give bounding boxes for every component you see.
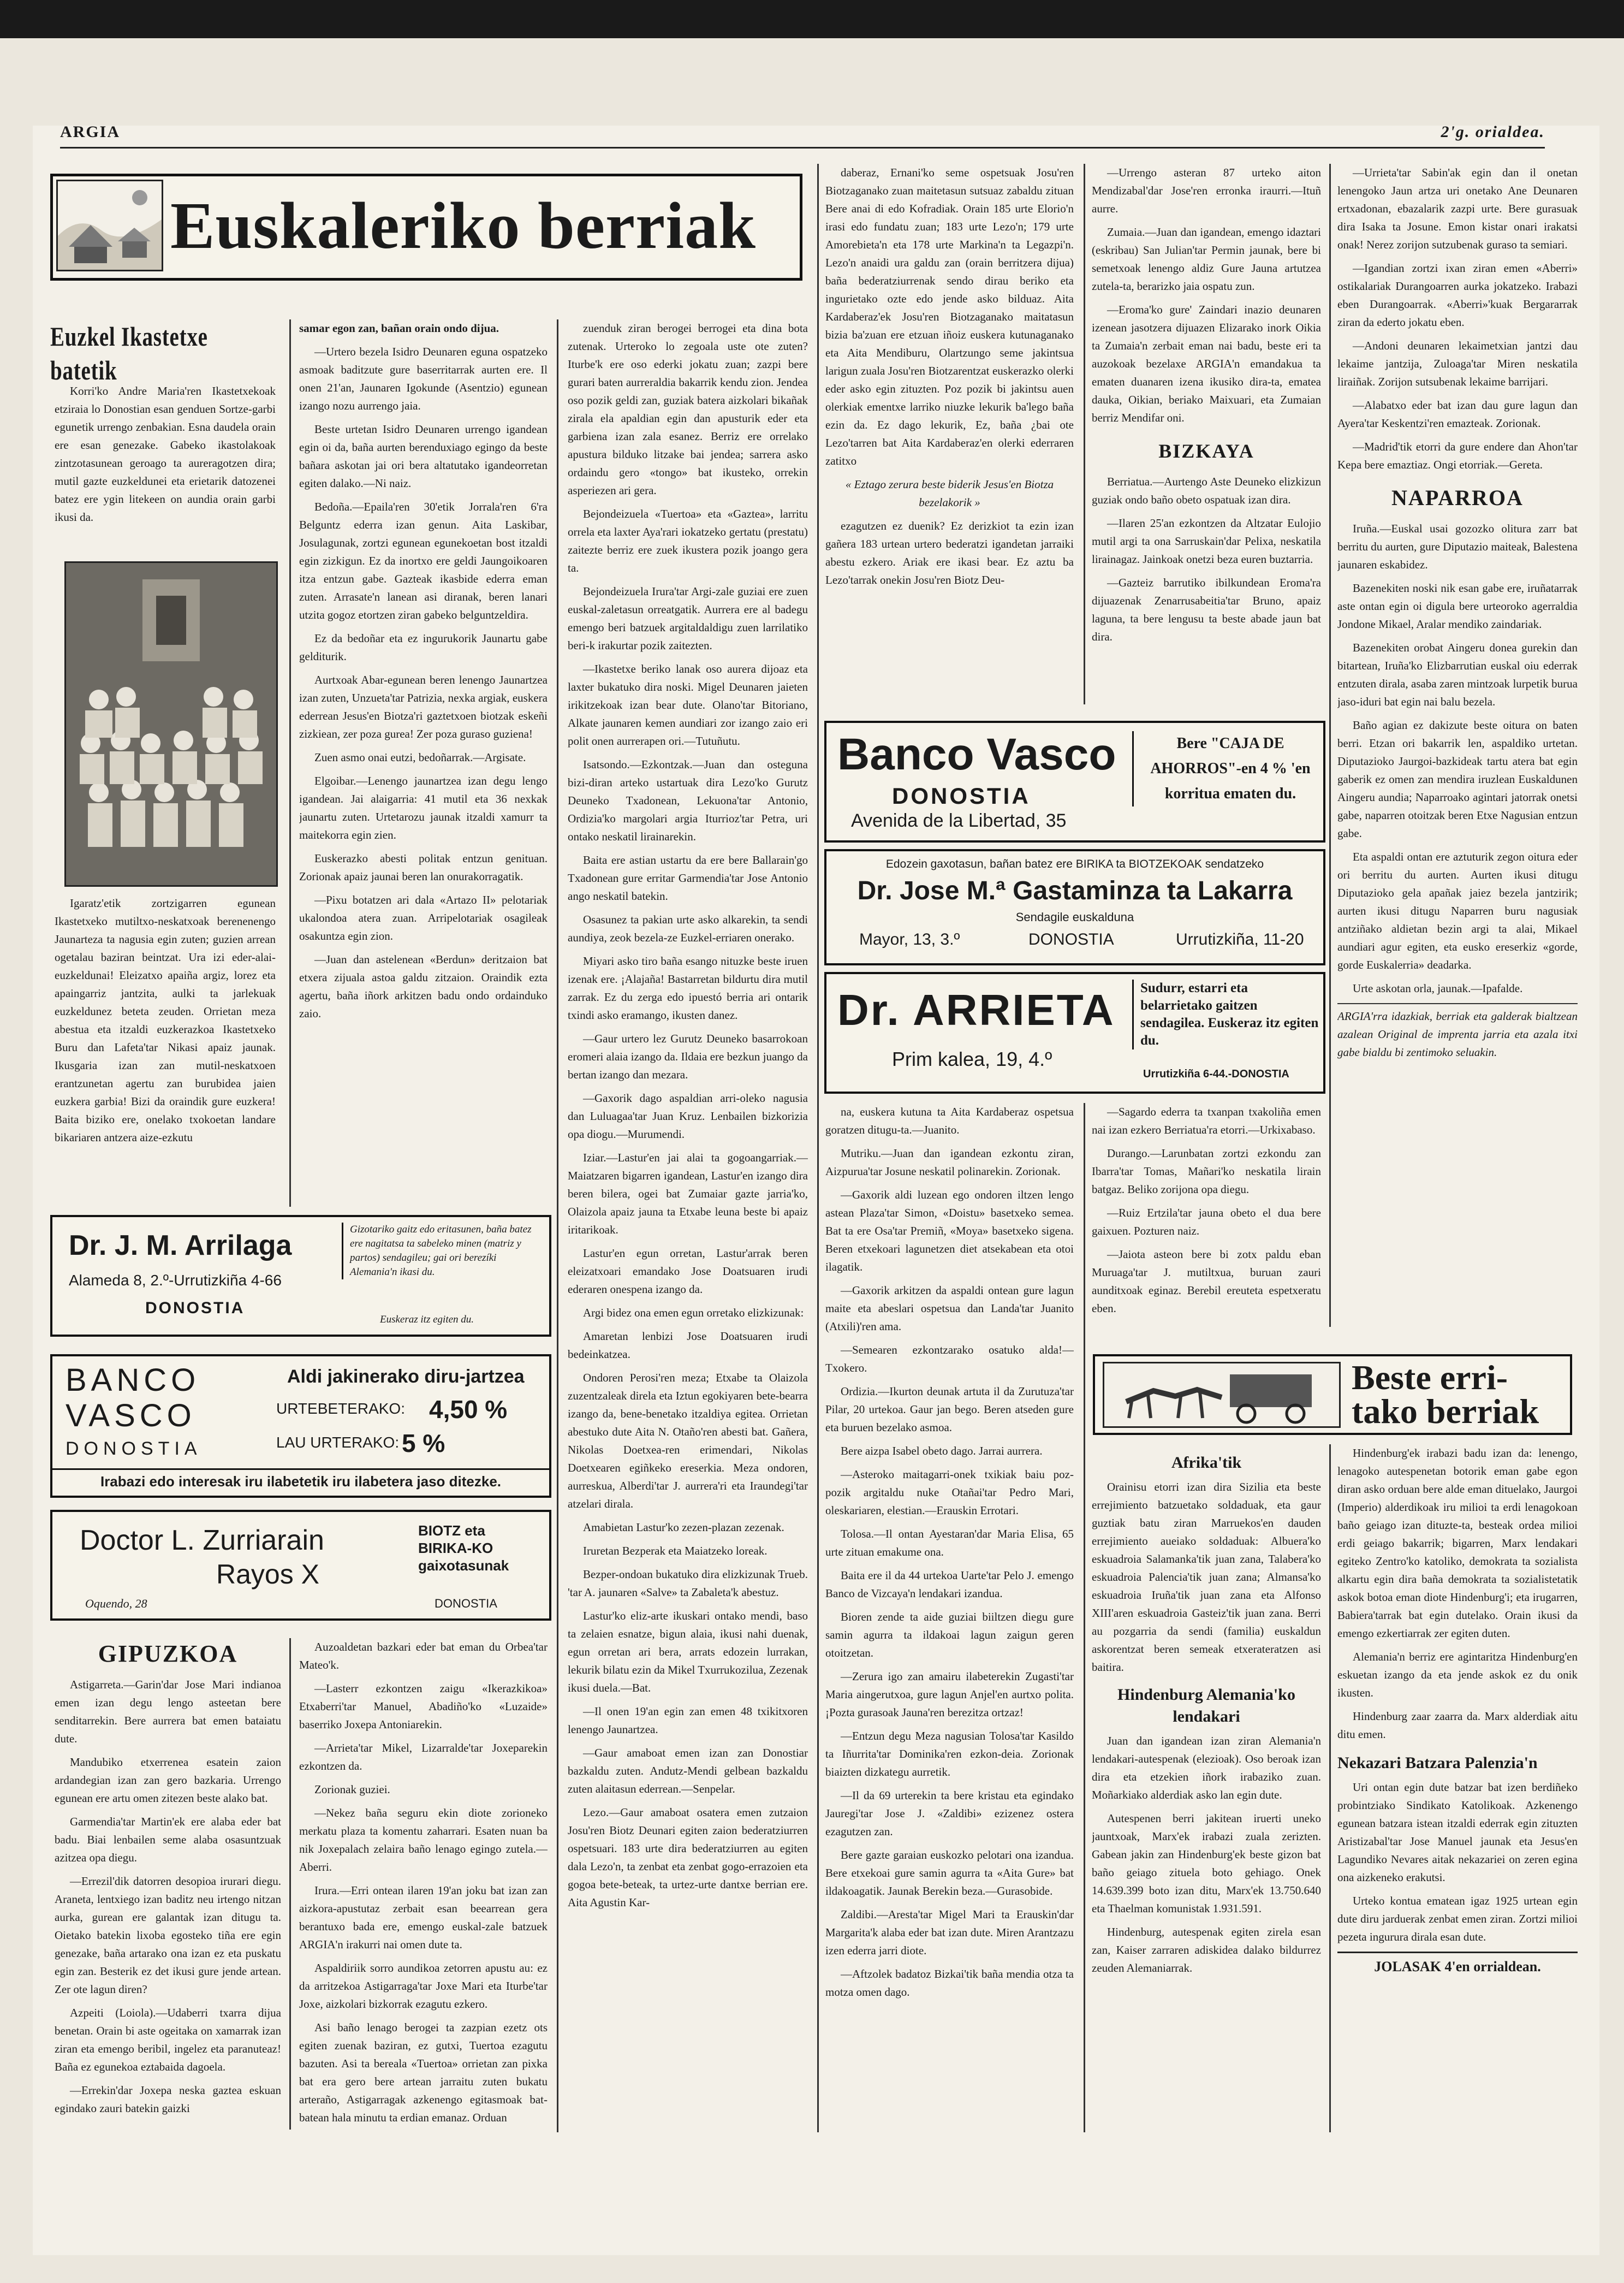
column-5-bottom [1092, 1444, 1321, 2130]
article-paragraph: —Gaxorik aldi luzean ego ondoren iltzen lengo astean Plaza'tar Simon, «Doistu» basetxeko semea. Bat ta ere Osa'tar Premiñ, «Moya» basetxeko sigena. Beren etxekoari lagunetzen diet atsekabean eta otoi ilagatik. [825, 1188, 1074, 1273]
article-paragraph: —Lasterr ezkontzen zaigu «Ikerazkikoa» Etxaberri'tar Manuel, Abadiño'ko «Luzaide» baserriko Joxepa Antoniarekin. [299, 1682, 548, 1731]
article-paragraph: —Gaur amaboat emen izan zan Donostiar bazkaldu zuten. Andutz-Mendi gelbean bazkaldu zuten alaitasun ederrean.—Senpelar. [568, 1746, 808, 1795]
ad-side-text: Bere "CAJA DE AHORROS"-en 4 % 'en korritua ematen du. [1132, 731, 1320, 807]
article-paragraph: Bere gazte garaian euskozko pelotari ona izandua. Bere etxekoai gure samin agurra ta «Aita Gure» bat ildakoagatik. Jaunak Berekin beza.—Gurasobide. [825, 1848, 1074, 1897]
section-banner-foreign [1093, 1354, 1572, 1435]
column-rule [817, 164, 819, 2132]
article-paragraph: Juan dan igandean izan ziran Alemania'n lendakari-autespenak (elezioak). Oso beroak izan dira eta etzekien iñork irabaziko zuan. Moñarkiako alderdiak asko lan egin dute. [1092, 1734, 1321, 1801]
article-paragraph: Ez da bedoñar eta ez ingurukorik Jaunartu gabe gelditurik. [299, 632, 548, 663]
article-paragraph: —Il onen 19'an egin zan emen 48 txikitxoren lenengo Jaunartzea. [568, 1705, 808, 1736]
region-heading-gipuzkoa: GIPUZKOA [98, 1640, 238, 1667]
article-paragraph: Argi bidez ona emen egun orretako elizkizunak: [583, 1306, 804, 1319]
ad-gastaminza [824, 849, 1325, 965]
ad-address: Avenida de la Libertad, 35 [851, 810, 1067, 831]
rate-value: 4,50 % [429, 1395, 508, 1424]
masthead-name: ARGIA [60, 123, 121, 141]
article-paragraph: —Juan dan astelenean «Berdun» deritzaion bat etxera zijuala astoa galdu zitzaion. Oraindik ezta agertu, baña iñork arkitzen badu ondo ordainduko zaio. [299, 953, 548, 1020]
section-title: Beste erri-tako berriak [1352, 1358, 1539, 1431]
article-paragraph: Iruretan Bezperak eta Maiatzeko loreak. [583, 1544, 768, 1557]
column-rule [557, 319, 558, 2132]
article-paragraph: Irura.—Erri ontean ilaren 19'an joku bat izan zan aizkora-apustutaz zerbait esan beearrean gera berantuxo bada ere, emengo euskal-zale batzuek ARGIA'n irakurri nai omen dute ta. [299, 1884, 548, 1951]
article-paragraph: Urteko kontua ematean igaz 1925 urtean egin dute diru jarduerak zenbat emen ziran. Zortzi milioi pezeta ingurura dirala esan dute. [1337, 1894, 1578, 1943]
column-rule [1084, 164, 1085, 704]
ad-title: Dr. J. M. Arrilaga [69, 1230, 292, 1261]
ad-top-line: Edozein gaxotasun, bañan batez ere BIRIKA ta BIOTZEKOAK sendatzeko [885, 858, 1264, 870]
article-paragraph: Bazenekiten orobat Aingeru donea gurekin dan bitartean, Iruña'ko Elizbarrutian euskal oiu ederrak entzuten dirala, asaba zaren mintzoak lurpetik burua jaso-iduri bat egin nai balu bezela. [1337, 641, 1578, 708]
article-paragraph: Igaratz'etik zortzigarren egunean Ikastetxeko mutiltxo-neskatxoak berenenengo Jaunarteza ta nagusia egin zuten; guzien arrean ogetalau baziran beintzat. Ura izi eder-alai-euzkeldunai! Eleizatxo apaiña argiz, lorez eta apaingarriz jantzita, aulki ta jarlekuak euzkeldunez beteta zeuden. Orrietan meza abestua eta itzaldi euzkerazkoa Ikastetxeko Buru dan Lafeta'tar Nikasi apaiz jaunak. Ikusgaria izan zan mutil-neskatxoen erantzunetan agertu zan burubidea jaien euzkera garbia! Bizi da oraindik gure euzkera! Baita biziko ere, onelako txokoetan landare bikariaren antzera aize-ezkutu [55, 897, 276, 1144]
column-1-bottom [55, 1630, 281, 2130]
ad-banco-vasco-2 [50, 1354, 551, 1498]
article-paragraph: Bejondeizuela «Tuertoa» eta «Gaztea», larritu orrela eta laxter Aya'rari iokatzeko gertatu (prestatu) zaitezte berriz ere zuek ikustera pozik joango gera ta. [568, 507, 808, 574]
article-paragraph: zuenduk ziran berogei berrogei eta dina bota zutenak. Urteroko lo zegoala uste ote zuten? Iturbe'k ere oso ederki jokatu zuan; zazpi bere gurari baten aurreraldia bakarrik kendu zion. Jendea oso pozik geldi zan, guziak batera aizkolari bikañak zirala ela apaldian egin dan apusturik eder eta garbiena izan zala esanez. Berriz ere orrelako apustura bilduko litzake bai jendea; sarrera asko ordaindu gero «tongo» bat ikusteko, orrekin asperiezen ari gera. [568, 322, 808, 497]
article-paragraph: Astigarreta.—Garin'dar Jose Mari indianoa emen izan degu lengo asteetan bere senditarrekin. Bere aurrera bat emen bataiatu dute. [55, 1678, 281, 1745]
column-4-mid [825, 1103, 1074, 2130]
article-paragraph: Euskerazko abesti politak entzun genituan. Zorionak apaiz jaunai beren lan onurakorragatik. [299, 852, 548, 883]
article-paragraph: —Urrieta'tar Sabin'ak egin dan il onetan lenengoko Jaun artza uri onetako Ane Deunaren ertxadonan, ebazalarik zazpi urte. Bere gurasuak dira Isaka ta Josune. Emon kistar onari irakatsi onak! Nerez zorijon sutzubenak guraso ta semiari. [1337, 166, 1578, 251]
column-4-top [825, 164, 1074, 710]
article-paragraph: Lastur'ko eliz-arte ikuskari ontako mendi, baso ta zelaien esnatze, bigun alaia, ikusi nahi duenak, egun orretan ari bera, arrats edozein lurrakan, lekurik bilatu ezin da Mikel Txurrukozilua, Zezenak ikusi duela.—Bat. [568, 1609, 808, 1694]
article-paragraph: Durango.—Larunbatan zortzi ezkondu zan Ibarra'tar Tomas, Mañari'ko neskatila lirain batgaz. Beliko zorijona opa diegu. [1092, 1147, 1321, 1196]
article-paragraph: Asi baño lenago berogei ta zazpian ezetz ots egiten zuenak baziran, ez gutxi, Tuertoa ezagutu bazuten. Asi ta bereala «Tuertoa» orrietan zan pixka bat era gero bere artean jarraitu zuten bukatu arteraño, Astigarragak azkenengo egitasmoak bat-batean hala minutu ta erdian emanaz. Orduan [299, 2021, 548, 2124]
ad-side-text: Gizotariko gaitz edo eritasunen, baña batez ere nagitatsa ta sabeleko minen (matriz y partos) sendagileu; gai ori berezíki Alemania'n ikasi du. [342, 1223, 544, 1279]
quoted-verse: « Eztago zerura beste biderik Jesus'en Biotza bezelakorik » [845, 478, 1054, 509]
ad-side-text: BIOTZ eta BIRIKA-KO gaixotasunak [418, 1522, 509, 1574]
region-heading-naparroa: NAPARROA [1391, 485, 1524, 510]
article-paragraph: Osasunez ta pakian urte asko alkarekin, ta sendi aundiya, zeok bezela-ze Euzkel-erriaren onerako. [568, 913, 808, 944]
article-paragraph: samar egon zan, bañan orain ondo dijua. [299, 322, 499, 335]
article-paragraph: —Nekez baña seguru ekin diote zorioneko merkatu plaza ta komentu zaharrari. Esaten nuan ba nik Joxepalach zelaira baño lenago egingo zutela.—Aberri. [299, 1806, 548, 1873]
article-paragraph: Ordizia.—Ikurton deunak artuta il da Zurutuza'tar Pilar, 20 urtekoa. Gaur jan bego. Beren atseden gure eta buruen bezelako asmoa. [825, 1385, 1074, 1434]
article-paragraph: Orainisu etorri izan dira Sizilia eta beste errejimiento batzuetako soldaduak, eta gaur guztiak batu ziran Marruekos'en dauden errejimiento aueiako soldaduak: Albuera'ko eskuadroia Salamanka'tik juan zana, Talabera'ko eskuadroia Palencia'tik juan zana; Almansa'ko eskuadroia Iruña'tik juan zana eta Alfonso XIII'aren eskuadroia Gasteiz'tik juan zana. Berri au pozgarria da sendi (familia) euskaldun askorentzat beren semeak etxerateratzen asi baitira. [1092, 1480, 1321, 1674]
page-number: 2'g. orialdea. [1441, 123, 1545, 141]
article-paragraph: Aspaldiriik sorro aundikoa zetorren apustu au: ez da arritzekoa Astigarraga'tar Joxe Mari eta Iturbe'tar Joxe, aizkolari bizkorrak ezagutu ezkero. [299, 1961, 548, 2011]
article-paragraph: Bioren zende ta aide guziai biiltzen diegu gure samin agurra ta ildakoai lagun zaigun geren otoitzetan. [825, 1610, 1074, 1659]
article-paragraph: —Gaxorik dago aspaldian arri-oleko nagusia dan Luluagaa'tar Juan Kruz. Lenbailen bizkorizia opa diogu.—Murumendi. [568, 1092, 808, 1141]
stagecoach-illustration [1103, 1362, 1341, 1428]
article-paragraph: Aurtxoak Abar-egunean beren lenengo Jaunartzea izan zuten, Unzueta'tar Patrizia, nexka argiak, euskera ederrean Jesus'en Biotza'ri gaztetxoen biotzak eskeñi zizkiean, zer poza gurea! Zer poza guraso guziena! [299, 673, 548, 740]
article-paragraph: Ondoren Perosi'ren meza; Etxabe ta Olaizola zuzentzaleak direla eta Iztun egokiyaren bete-bearra izango da, bene-benetako itzaldiya egitea. Orrietan abestuko dute Aita N. Otaño'ren abesti bat. Gañera, Nikolas Doetxea-ren erimendari, Nikolas Doetxearen egiñkeko ereserkia. Meza ondoren, aurreskua, Alberdi'tar J. aurrera'ri eta Iraundegi'tar atzelari dirala. [568, 1371, 808, 1510]
ad-title: BANCO [66, 1362, 200, 1398]
ad-phone: Urrutizkiña, 11-20 [1176, 930, 1304, 948]
rate-label: LAU URTERAKO: [276, 1434, 400, 1451]
article-paragraph: Lezo.—Gaur amaboat osatera emen zutzaion Josu'ren Biotz Deunari egiten zaion bederatziurren ospetsuari. 183 urte dira bederatziurren au egiten dala Lezo'n, ta zenbat eta zenbat gogo-errazoien eta gogoa bete-beteak, ta urtez-urte dantxe berrian ere. Aita Agustin Kar- [568, 1806, 808, 1909]
article-heading: Nekazari Batzara Palenzia'n [1337, 1754, 1538, 1772]
article-paragraph: —Ikastetxe beriko lanak oso aurera dijoaz eta laxter bukatuko dira noski. Migel Deunaren jaieten irikitzekoak izan bear dute. Olano'tar Bitoriano, Alkate jaunaren kemen aundiari zor izango zaio eri polit onen aurrerapen ori.—Tutuñutu. [568, 662, 808, 748]
section-title: Euskaleriko berriak [170, 189, 757, 263]
article-paragraph: Alemania'n berriz ere agintaritza Hindenburg'en eskuetan izango da eta jende askok ez du onik ikusten. [1337, 1650, 1578, 1699]
article-paragraph: —Errekin'dar Joxepa neska gaztea eskuan egindako zauri batekin gaizki [55, 2084, 281, 2115]
article-paragraph: Azpeiti (Loiola).—Udaberri txarra dijua benetan. Orain bi aste ogeitaka on xamarrak izan ziran eta emengo beribil, ingelez eta paranuteaz! Baña ez egunekoa eztabaida dagoela. [55, 2006, 281, 2073]
article-paragraph: —Gaur urtero lez Gurutz Deuneko basarrokoan eromeri alaia izango da. Ildaia ere bezkun juango da bertan izango dan mezara. [568, 1032, 808, 1081]
article-paragraph: —Alabatxo eder bat izan dau gure lagun dan Ayera'tar Keskentzi'ren emazteak. Zorionak. [1337, 399, 1578, 430]
article-heading: Afrika'tik [1171, 1454, 1242, 1472]
article-headline: Euzkel Ikastetxe batetik [50, 321, 208, 386]
running-head [60, 123, 1545, 149]
article-paragraph: Baita ere il da 44 urtekoa Uarte'tar Pelo J. emengo Banco de Vizcaya'n lendakari izandua. [825, 1569, 1074, 1600]
article-paragraph: —Asteroko maitagarri-onek txikiak baiu poz-pozik argitaldu nuke Otañai'tar Pedro Mari, oleskariaren, elestian.—Erauskin Errotari. [825, 1468, 1074, 1517]
article-paragraph: —Ruiz Ertzila'tar jauna obeto el dua bere gaixuen. Pozturen naiz. [1092, 1206, 1321, 1237]
ad-subtitle: Aldi jakinerako diru-jartzea [287, 1366, 525, 1387]
article-paragraph: Iruña.—Euskal usai gozozko olitura zarr bat berritu du aurten, gure Diputazio maiteak, Balestena jaunaren eskabidez. [1337, 522, 1578, 571]
article-paragraph: Baita ere astian ustartu da ere bere Ballarain'go Txadonean gure erritar Garmendia'tar Jose Antonio ango neskatil batekin. [568, 853, 808, 903]
ad-city: DONOSTIA [435, 1597, 497, 1610]
column-rule [1329, 164, 1331, 1327]
column-rule [289, 1638, 291, 2130]
ad-address: Alameda 8, 2.º-Urrutizkiña 4-66 [69, 1272, 282, 1289]
article-paragraph: —Jaiota asteon bere bi zotx paldu eban Muruaga'tar J. mutiltxua, buruan zauri aunditxoak eginaz. Berebil ereuteta espetxeratu eben. [1092, 1248, 1321, 1315]
column-5-top [1092, 164, 1321, 710]
ad-city: DONOSTIA [145, 1299, 245, 1317]
ad-subtitle: Sendagile euskalduna [1015, 910, 1134, 924]
article-paragraph: Isatsondo.—Ezkontzak.—Juan dan osteguna bizi-diran arteko ustartuak dira Lezo'ko Gurutz Deuneko Txadonean, Lekuona'tar Antonio, Ordizia'ko margolari argia Iturrioz'tar Petra, uri ontako neskatil lirainarekin. [568, 758, 808, 843]
article-paragraph: Autespenen berri jakitean iruerti uneko jauntxoak, Marx'ek irabazi zuala zerizten. Gabean jakin zan Hindenburg'ek beste gizon bat baño geiago zituela boto gehiago. Onek 14.639.399 boto izan ditu, Marx'ek 13.750.640 eta Thaelman komunistak 1.931.591. [1092, 1812, 1321, 1915]
column-6-bottom [1337, 1444, 1578, 2130]
article-paragraph: —Eroma'ko gure' Zaindari inazio deunaren izenean jasotzera dijuazen Elizarako inork Oikia ta Zumaia'n zerbait eman nai badu, beste eri ta auzokoak bezelaxe ARGIA'n emandakua ta ematen duanaren izena ikusiko dira-ta, ematea dauka, Oikian, beriako Maixuari, eta Zumaian berriz Mendifar oni. [1092, 303, 1321, 424]
column-1-photo-article [55, 894, 276, 1203]
article-paragraph: Amaretan lenbizi Jose Doatsuaren irudi bedeinkatzea. [568, 1330, 808, 1361]
column-2 [299, 319, 548, 1204]
region-heading-bizkaya: BIZKAYA [1158, 440, 1254, 462]
ad-title: Doctor L. Zurriarain [80, 1525, 324, 1556]
article-paragraph: Urte askotan orla, jaunak.—Ipafalde. [1353, 982, 1523, 995]
article-paragraph: —Arrieta'tar Mikel, Lizarralde'tar Joxeparekin ezkontzen da. [299, 1741, 548, 1772]
article-paragraph: Tolosa.—Il ontan Ayestaran'dar Maria Elisa, 65 urte zituan emakume ona. [825, 1527, 1074, 1558]
village-illustration [56, 180, 163, 271]
column-3 [568, 319, 808, 2132]
article-paragraph: —Zerura igo zan amairu ilabeterekin Zugasti'tar Maria aingerutxoa, gure lagun Anjel'en aurtxo polita. ¡Pozta gurasoak Jauna'ren berezitza ortzaz! [825, 1670, 1074, 1719]
article-paragraph: Bejondeizuela Irura'tar Argi-zale guziai ere zuen euskal-zaletasun orreatgatik. Aurrera ere al badegu emengo beri batzuek argitaldaldigu zuen larrilatiko beri-k irakurtar pozik zaitezten. [568, 585, 808, 652]
article-paragraph: Bedoña.—Epaila'ren 30'etik Jorrala'ren 6'ra Belguntz ederra izan genun. Aita Laskibar, Josulagunak, zortzi egunean egunekoetan bost itzaldi egin zizkigun. Ez da inortxo ere geldi Jaungoikoaren itza entzun gabe. Gazteak ikasbide ederra eman zuten. Arrasate'n lanean asi diranak, beren lanari utzita gogoz etortzen ziran gabeko belguntzeldira. [299, 500, 548, 621]
article-paragraph: Bere aizpa Isabel obeto dago. Jarrai aurrera. [841, 1444, 1043, 1457]
article-paragraph: —Pixu botatzen ari dala «Artazo II» pelotariak ukalondoa atera zuan. Arripelotariak osagileak osakuntza egin zion. [299, 893, 548, 942]
editorial-note: ARGIA'rra idazkiak, berriak eta galderak bialtzean azalean Original de imprenta jarria eta azala itxi gabe bialdu bi zentimoko seluakin. [1337, 1003, 1578, 1062]
article-paragraph: —Entzun degu Meza nagusian Tolosa'tar Kasildo ta Iñurrita'tar Dominika'ren ezkon-deia. Zorionak biaizten dizkategu aurretik. [825, 1729, 1074, 1778]
ad-zurriarain [50, 1510, 551, 1621]
article-paragraph: Zuen asmo onai eutzi, bedoñarrak.—Argisate. [314, 751, 526, 764]
ad-phone: Urrutizkiña 6-44.-DONOSTIA [1143, 1068, 1289, 1080]
article-paragraph: —Aftzolek badatoz Bizkai'tik baña mendia otza ta motza omen dago. [825, 1967, 1074, 1999]
column-2-bottom [299, 1638, 548, 2130]
article-paragraph: Auzoaldetan bazkari eder bat eman du Orbea'tar Mateo'k. [299, 1640, 548, 1671]
column-rule [1329, 1444, 1331, 2132]
article-paragraph: Uri ontan egin dute batzar bat izen berdiñeko probintziako Sindikato Katolikoak. Azkenengo egunean batzara istean itzaldi ederrak egin zituzten Aristizabal'tar Jose Manuel jaunak eta Jesus'en Lagundiko Nevares aitak nekazariei on zeren egina ona aizkeneko erakutsi. [1337, 1781, 1578, 1884]
article-paragraph: —Urrengo asteran 87 urteko aiton Mendizabal'dar Jose'ren erronka iraurri.—Ituñ aurre. [1092, 166, 1321, 215]
ad-address: Oquendo, 28 [85, 1597, 147, 1610]
ad-arrilaga [50, 1215, 551, 1337]
article-paragraph: Zorionak guziei. [314, 1783, 390, 1796]
ad-city: DONOSTIA [66, 1438, 202, 1459]
ad-address: Mayor, 13, 3.º [859, 930, 960, 948]
column-1-intro [55, 382, 276, 552]
column-rule [289, 319, 291, 1207]
article-paragraph: —Gazteiz barrutiko ibilkundean Eroma'ra dijuazenak Zenarrusabeitia'tar Bruno, apaiz laguna, ta bere lengusu ta beste abade jaun bat dira. [1092, 576, 1321, 643]
rate-value: 5 % [402, 1429, 445, 1457]
article-paragraph: Zumaia.—Juan dan igandean, emengo idaztari (eskribau) San Julian'tar Permin jaunak, bere bi semetxoak lenengo aldiz Gure Jauna artutzea zutela-ta, berarizko jaia ospatu zun. [1092, 226, 1321, 293]
article-paragraph: Iziar.—Lastur'en jai alai ta gogoangarriak.—Maiatzaren bigarren igandean, Lastur'en izango dira beren bilera, ogei bat Zumaiar gazte jarria'ko, Olaizola apaiz jauna ta Etxabe leuna beste bi apaiz iritarikoak. [568, 1151, 808, 1236]
ad-title: Dr. Jose M.ª Gastaminza ta Lakarra [857, 876, 1293, 905]
article-paragraph: Berriatua.—Aurtengo Aste Deuneko elizkizun guziak ondo baño obeto ospatuak izan dira. [1092, 475, 1321, 506]
article-paragraph: Hindenburg zaar zaarra da. Marx alderdiak aitu ditu emen. [1337, 1710, 1578, 1741]
ad-title: Dr. ARRIETA [837, 986, 1115, 1034]
article-paragraph: —Igandian zortzi ixan ziran emen «Aberri» ostikalariak Durangoarren aurka jokatzeko. Irabazi eben Durangoarrak. «Aberri»'kuak Bergararrak ziran da ederto jokatu eben. [1337, 262, 1578, 329]
article-paragraph: Bazenekiten noski nik esan gabe ere, iruñatarrak aste ontan egin oi digula bere urteoroko agerraldia Jondone Mikael, Aralar mendiko zaindariak. [1337, 582, 1578, 631]
ad-banco-vasco-1 [824, 721, 1325, 843]
article-paragraph: Eta aspaldi ontan ere aztuturik zegon oitura eder ori berritu du aurten. Aurten ikusi ditugu Diputazioko gela apañak jaiez bezela jantzirik; aurten ikusi ditugu Naparren buru nagusiak antziñako aldietan bezin argi ta alai, Mikael aundiari agur egiten, eta eusko ereserkiz «gorde, gorde Euskalerria» deadarka. [1337, 850, 1578, 971]
column-rule [1084, 1103, 1085, 2132]
article-paragraph: Lastur'en egun orretan, Lastur'arrak beren eleizatxoari emandako Jose Doatsuaren irudi ederaren onespena izango da. [568, 1247, 808, 1296]
ad-city: DONOSTIA [892, 783, 1031, 809]
column-6-top [1337, 164, 1578, 1332]
section-banner [50, 174, 802, 281]
ad-address: Prim kalea, 19, 4.º [892, 1048, 1052, 1070]
schoolchildren-photo [64, 561, 278, 887]
ad-side-text: Euskeraz itz egiten du. [380, 1314, 474, 1325]
scan-top-edge [0, 0, 1624, 38]
ad-title: VASCO [66, 1398, 196, 1433]
article-paragraph: —Madrid'tik etorri da gure endere dan Ahon'tar Kepa bere emaztiaz. Ongi etorriak.—Gereta. [1337, 440, 1578, 471]
ad-side-text: Sudurr, estarri eta belarrietako gaitzen sendagilea. Euskeraz itz egiten du. [1132, 980, 1320, 1049]
article-paragraph: Elgoibar.—Lenengo jaunartzea izan degu lengo igandean. Jai alaigarria: 41 mutil eta 36 nexkak jaunartu zuten. Urtetarozu jaunak itzaldi xamurr ta maitekorra egin zien. [299, 774, 548, 841]
article-paragraph: Beste urtetan Isidro Deunaren urrengo igandean egin oi da, baña aurten berenduxiago egingo da beste bañara askotan jai ori bera altatutako igandeorretan egiten dalako.—Ni naiz. [299, 423, 548, 490]
article-paragraph: Hindenburg, autespenak egiten zirela esan zan, Kaiser zarraren adiskidea dalako bildurrez zeuden Alemaniarrak. [1092, 1925, 1321, 1974]
article-paragraph: Mandubiko etxerrenea esatein zaion ardandegian izan zan gero bazkaria. Urrengo egunean ere artu omen zitezen beste alako bat. [55, 1756, 281, 1805]
article-paragraph: Mutriku.—Juan dan igandean ezkontu ziran, Aizpurua'tar Josune neskatil polinarekin. Zorionak. [825, 1147, 1074, 1178]
article-paragraph: Miyari asko tiro baña esango nituzke beste iruen izenak ere. ¡Alajaña! Bastarretan bildurtu dira mutil zarrak. Ez du zerga edo ipuestó berria ari ontarik txindi asko eramango, ikusten danez. [568, 954, 808, 1022]
article-paragraph: —Semearen ezkontzarako osatuko alda!—Txokero. [825, 1343, 1074, 1374]
continuation-note: JOLASAK 4'en orrialdean. [1337, 1952, 1578, 1976]
article-paragraph: —Andoni deunaren lekaimetxian jantzi dau lekaime jantzija, Zuloaga'tar Miren neskatila liraiñak. Zorijon sutsubenak lekaime barrijari. [1337, 339, 1578, 388]
article-paragraph: na, euskera kutuna ta Aita Kardaberaz ospetsua goratzen ditugu-ta.—Juanito. [825, 1105, 1074, 1136]
article-paragraph: —Ilaren 25'an ezkontzen da Altzatar Eulojio mutil argi ta ona Sarruskain'dar Pelixa, neskatila lirainagaz. Jainkoak onetzi beza euren buztarria. [1092, 517, 1321, 566]
article-paragraph: —Urtero bezela Isidro Deunaren eguna ospatzeko asmoak baditzute gure baserritarrak aurten ere. Il onen 21'an, Jaunaren Igokunde (Asentzio) egunean izango nozu aurrengo jaia. [299, 345, 548, 412]
article-heading: Hindenburg Alemania'ko lendakari [1117, 1686, 1295, 1725]
article-paragraph: Korri'ko Andre Maria'ren Ikastetxekoak etziraia lo Donostian esan genduen Sortze-garbi egunetik urrengo zenbakian. Esna daudela orain ere esan genezake. Gabeko ikastolakoak zintzotasunean geroago ta aureragotzen dira; mutil gazte euzkeldunei eta erietarik datozenei batez ere ygin litekeen on aundia orain garbi ikusi da. [55, 384, 276, 524]
article-paragraph: Baño agian ez dakizute beste oitura on baten berri. Etzan ori bakarrik len, aspaldiko urtetan. Diputazioko Jaurgoi-bazkideak tartu atera bat egin gaberik ez omen zan mendira iruzlean Euskaldunen Aingeru aundia; Naparroako agintari jatorrak onetsi gabe, naparren otoitzak beren Etxe Nagusian entzun gabe. [1337, 719, 1578, 840]
article-paragraph: —Il da 69 urterekin ta bere kristau eta egindako Jauregi'tar Jose J. «Zaldibi» ezizenez ostera ezagutzen zan. [825, 1789, 1074, 1838]
column-5-mid [1092, 1103, 1321, 1343]
ad-city: DONOSTIA [1028, 930, 1114, 948]
ad-footer: Irabazi edo interesak iru ilabetetik iru ilabetera jaso ditezke. [52, 1468, 549, 1490]
article-paragraph: —Sagardo ederra ta txanpan txakoliña emen nai izan ezkero Berriatua'ra etorri.—Urkixabaso. [1092, 1105, 1321, 1136]
article-paragraph: Hindenburg'ek irabazi badu izan da: lenengo, lenagoko autespenetan botorik eman gabe egon diran asko orduan bere alde eman dituelako, Jaurgoi (Imperio) alderdikoak iru milioi ta erdi lenagokoan baño geiago izan dituzte-ta, besteak ordea milioi erdi geiago bakarrik; bigarren, Marx lendakari egiteko Zentro'ko katoliko, demokrata ta sozialista alkartu egin dira baña demokrata ta sozialistetatik askok botoa eman diote Hindenburg'i; eta irugarren, Babiera'tarrak bat egin dutelako. Orain ikusi da emengo ezkertiarrak zer egiten duten. [1337, 1446, 1578, 1640]
article-paragraph: daberaz, Ernani'ko seme ospetsuak Josu'ren Biotzaganako zuan maitetasun sutsuaz zabaldu zituan Bere anai di edo Kofradiak. Orain 185 urte Elorio'n irasi edo fundatu zuan; 183 urte Lezo'n; 179 urte Amorebieta'n eta 178 urte Markina'n ta Legazpi'n. Lezo'n anaidi ura galdu zan (orain berritzera dijua) baña bederatziurrenak sendo dirau beriko eta ingurietako ozte edo jende asko bilduaz. Aita Kardaberaz'ek Josu'ren Biotzaganako maitatasun bizia ba'zuan ere etzuan iñoiz euskera kutunaganako eta Aita Mendiburu, Olartzungo seme jakintsua larigun zuala Josu'ren Biotzarentzat euskerazko olerki eder asko egin zituzten. Poz pozik bi jakintsu auen olerkiak ementxe larriko niuzke lekurik ba'lego baña ezin da. Ez dago lekurik, Ez, baña ¿bai ote Lezo'tarren bat Aita Kardaberaz'en olerki ederraren zatitxo [825, 166, 1074, 467]
article-paragraph: Garmendia'tar Martin'ek ere alaba eder bat badu. Biai lenbailen seme alaba osasuntzuak azitzea opa diegu. [55, 1815, 281, 1864]
article-paragraph: Amabietan Lastur'ko zezen-plazan zezenak. [583, 1521, 784, 1534]
article-paragraph: —Gaxorik arkitzen da aspaldi ontean gure lagun maite eta abeslari ospetsua dan Landa'tar Juanito (Atxili)'ren ama. [825, 1284, 1074, 1333]
ad-title: Banco Vasco [837, 730, 1116, 779]
article-paragraph: —Errezil'dik datorren desopioa irurari diegu. Araneta, lentxiego izan baditz neu irtengo nitzan aurka, gurean ere galantak izan ditugu ta. Oietako batekin lixoba egosteko tiña ere egin genezake, baña artarako ona izan ez eta puskatu egin zan. Besterik ez det ikusi gure jende artean. Zer ote lagun diren? [55, 1875, 281, 1996]
article-paragraph: Zaldibi.—Aresta'tar Migel Mari ta Erauskin'dar Margarita'k alaba eder bat izan dute. Miren Arantzazu izen ederra jarri diote. [825, 1908, 1074, 1957]
article-paragraph: Bezper-ondoan bukatuko dira elizkizunak Trueb. 'tar A. jaunaren «Salve» ta Zabaleta'k abestuz. [568, 1568, 808, 1599]
rate-label: URTEBETERAKO: [276, 1400, 405, 1417]
ad-arrieta [824, 972, 1325, 1094]
ad-subtitle: Rayos X [216, 1559, 319, 1590]
article-paragraph: ezagutzen ez duenik? Ez derizkiot ta ezin izan gañera 183 urtean urtero bederatzi igandetan jarraiki abestu ezkero. Ariak ere ikasi bear. Ez aztu ba Lezo'tarrak onekin Josu'ren Biotz Deu- [825, 519, 1074, 586]
